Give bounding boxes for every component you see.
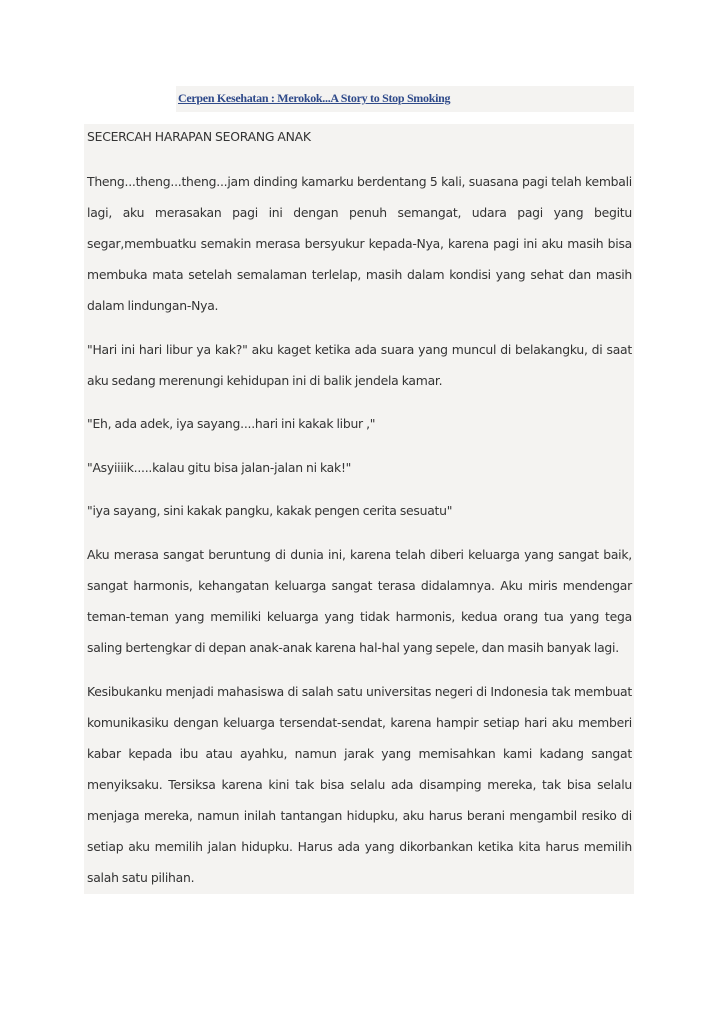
- paragraph-3: "Eh, ada adek, iya sayang....hari ini kakak libur ,": [87, 416, 376, 431]
- story-title-link[interactable]: Cerpen Kesehatan : Merokok...A Story to Stop Smoking: [178, 91, 451, 105]
- paragraph-2: "Hari ini hari libur ya kak?" aku kaget ketika ada suara yang muncul di belakangku, di saat aku sedang merenungi kehidupan ini di balik jendela kamar.: [87, 342, 632, 388]
- story-content: [84, 124, 634, 894]
- paragraph-7: Kesibukanku menjadi mahasiswa di salah satu universitas negeri di Indonesia tak membuat komunikasiku dengan keluarga tersendat-sendat, karena hampir setiap hari aku memberi kabar kepada ibu atau ayahku, namun jarak yang memisahkan kami kadang sangat menyiksaku. Tersiksa karena kini tak bisa selalu ada disamping mereka, tak bisa selalu menjaga mereka, namun inilah tantangan hidupku, aku harus berani mengambil resiko di setiap aku memilih jalan hidupku. Harus ada yang dikorbankan ketika kita harus memilih salah satu pilihan.: [87, 684, 632, 885]
- title-block: [176, 86, 634, 112]
- paragraph-5: "iya sayang, sini kakak pangku, kakak pengen cerita sesuatu": [87, 503, 453, 518]
- paragraph-4: "Asyiiiik.....kalau gitu bisa jalan-jalan ni kak!": [87, 460, 352, 475]
- paragraph-1: Theng...theng...theng...jam dinding kamarku berdentang 5 kali, suasana pagi telah kembali lagi, aku merasakan pagi ini dengan penuh semangat, udara pagi yang begitu segar,membuatku semakin merasa bersyukur kepada-Nya, karena pagi ini aku masih bisa membuka mata setelah semalaman terlelap, masih dalam kondisi yang sehat dan masih dalam lindungan-Nya.: [87, 174, 632, 313]
- story-heading: SECERCAH HARAPAN SEORANG ANAK: [87, 129, 311, 144]
- paragraph-6: Aku merasa sangat beruntung di dunia ini, karena telah diberi keluarga yang sangat baik, sangat harmonis, kehangatan keluarga sangat terasa didalamnya. Aku miris mendengar teman-teman yang memiliki keluarga yang tidak harmonis, kedua orang tua yang tega saling bertengkar di depan anak-anak karena hal-hal yang sepele, dan masih banyak lagi.: [87, 547, 632, 655]
